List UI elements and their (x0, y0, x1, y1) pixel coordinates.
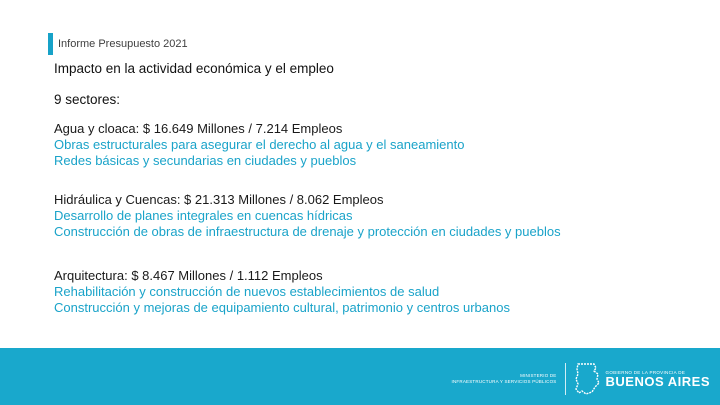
ministry-line: MINISTERIO DE (520, 373, 557, 378)
logo-divider (565, 363, 566, 395)
sector-block-hidraulica (54, 192, 561, 240)
slide-title: Impacto en la actividad económica y el empleo (54, 61, 334, 76)
footer-logos (452, 360, 710, 398)
header-accent-bar (48, 33, 53, 55)
sector-detail-line: Construcción de obras de infraestructura de drenaje y protección en ciudades y pueblos (54, 224, 561, 239)
sector-heading: Agua y cloaca: $ 16.649 Millones / 7.214 Empleos (54, 121, 343, 136)
sector-detail-line: Desarrollo de planes integrales en cuencas hídricas (54, 208, 353, 223)
ministry-line: INFRAESTRUCTURA Y SERVICIOS PÚBLICOS (451, 379, 557, 384)
report-label: Informe Presupuesto 2021 (58, 38, 188, 50)
government-title: BUENOS AIRES (605, 373, 710, 389)
sector-detail-line: Rehabilitación y construcción de nuevos establecimientos de salud (54, 284, 440, 299)
province-map-icon (574, 362, 600, 396)
sector-detail-line: Obras estructurales para asegurar el derecho al agua y el saneamiento (54, 137, 465, 152)
sector-block-arquitectura (54, 268, 510, 316)
ministry-logo (452, 373, 557, 385)
government-subtitle: GOBIERNO DE LA PROVINCIA DE (605, 369, 686, 375)
government-logo (606, 370, 710, 389)
sector-heading: Arquitectura: $ 8.467 Millones / 1.112 Empleos (54, 268, 323, 283)
sector-detail-line: Construcción y mejoras de equipamiento cultural, patrimonio y centros urbanos (54, 300, 510, 315)
sector-block-agua (54, 121, 464, 169)
sector-detail-line: Redes básicas y secundarias en ciudades y pueblos (54, 153, 357, 168)
sectors-count-label: 9 sectores: (54, 92, 121, 107)
sector-heading: Hidráulica y Cuencas: $ 21.313 Millones / 8.062 Empleos (54, 192, 384, 207)
